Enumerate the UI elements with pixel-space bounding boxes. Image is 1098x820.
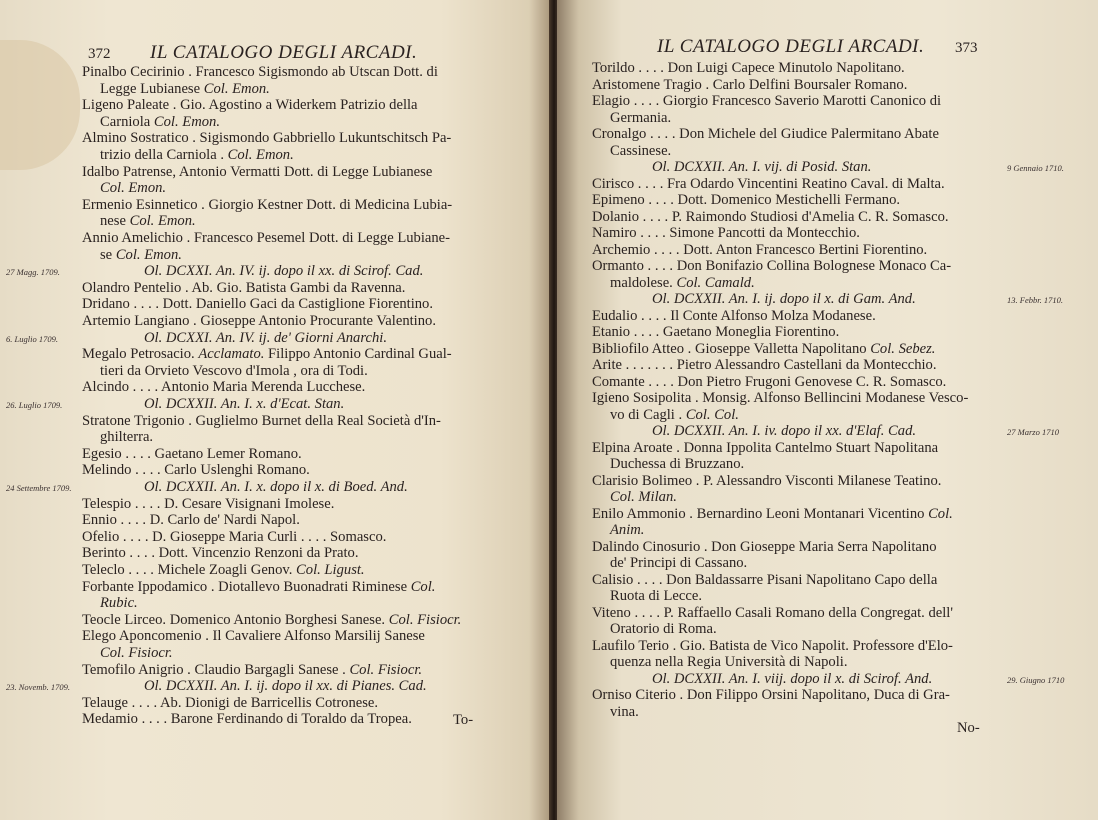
entry-line bbox=[82, 346, 452, 362]
entry-line bbox=[592, 93, 941, 109]
running-head: IL CATALOGO DEGLI ARCADI. bbox=[150, 42, 418, 63]
text-segment: Ol. DCXXI. An. IV. ij. de' Giorni Anarchi. bbox=[144, 329, 387, 346]
olympiad-heading bbox=[652, 671, 932, 687]
entry-line bbox=[592, 176, 945, 192]
text-segment: Ligeno Paleate . Gio. Agostino a Widerkem Patrizio della bbox=[82, 97, 418, 114]
text-segment: Oratorio di Roma. bbox=[610, 621, 717, 637]
entry-line bbox=[82, 64, 438, 80]
text-segment: Forbante Ippodamico . Diotallevo Buonadrati Riminese bbox=[82, 578, 411, 595]
text-segment: ghilterra. bbox=[100, 429, 154, 446]
text-segment: Igieno Sosipolita . Monsig. Alfonso Bellincini Modanese Vesco- bbox=[592, 390, 969, 406]
italic-segment: Col. Camald. bbox=[676, 274, 755, 291]
entry-line bbox=[592, 572, 937, 588]
entry-line bbox=[592, 687, 950, 703]
italic-segment: Col. Fisiocr. bbox=[349, 661, 423, 678]
entry-line bbox=[82, 512, 300, 528]
italic-segment: Col. bbox=[410, 578, 436, 595]
entry-line bbox=[592, 209, 949, 225]
italic-segment: Col. Emon. bbox=[115, 246, 182, 263]
italic-segment: Col. Emon. bbox=[203, 80, 270, 97]
entry-line bbox=[592, 192, 900, 208]
entry-line bbox=[82, 711, 412, 727]
text-segment: Stratone Trigonio . Guglielmo Burnet della Real Società d'In- bbox=[82, 412, 441, 429]
entry-line bbox=[82, 413, 441, 429]
text-segment: Teleclo . . . . Michele Zoagli Genov. bbox=[82, 562, 297, 578]
text-segment: Ruota di Lecce. bbox=[610, 588, 702, 604]
catchword: To- bbox=[453, 712, 474, 728]
entry-continuation bbox=[610, 522, 644, 538]
text-segment: Ol. DCXXII. An. I. viij. dopo il x. di Scirof. And. bbox=[652, 670, 933, 687]
text-segment: vina. bbox=[610, 703, 639, 720]
text-segment: Dolanio . . . . P. Raimondo Studiosi d'Amelia C. R. Somasco. bbox=[592, 208, 949, 225]
text-segment: Almino Sostratico . Sigismondo Gabbriello Lukuntschitsch Pa- bbox=[82, 130, 452, 147]
entry-line bbox=[592, 77, 907, 93]
entry-line bbox=[82, 296, 433, 312]
entry-line bbox=[82, 695, 378, 711]
entry-continuation bbox=[100, 147, 294, 163]
text-segment: Carniola bbox=[100, 113, 154, 130]
entry-continuation bbox=[100, 180, 166, 196]
text-segment: Ol. DCXXII. An. I. x. dopo il x. di Boed. And. bbox=[144, 479, 408, 495]
text-segment: Melindo . . . . Carlo Uslenghi Romano. bbox=[82, 462, 310, 479]
italic-segment: Col. Fisiocr. bbox=[100, 645, 173, 661]
italic-segment: Col. Col. bbox=[685, 406, 739, 423]
margin-date: 13. Febbr. 1710. bbox=[1007, 295, 1063, 305]
text-segment: Namiro . . . . Simone Pancotti da Montecchio. bbox=[592, 225, 860, 241]
entry-line bbox=[82, 545, 359, 561]
text-segment: Duchessa di Bruzzano. bbox=[610, 456, 745, 472]
entry-line bbox=[592, 324, 839, 340]
italic-segment: Col. Fisiocr. bbox=[388, 611, 462, 628]
entry-line bbox=[592, 126, 939, 142]
entry-continuation bbox=[100, 247, 182, 263]
text-segment: Ol. DCXXI. An. IV. ij. dopo il xx. di Scirof. Cad. bbox=[144, 263, 424, 280]
entry-continuation bbox=[610, 621, 717, 637]
italic-segment: Col. Emon. bbox=[129, 213, 196, 230]
text-segment: vo di Cagli . bbox=[610, 406, 686, 423]
text-segment: Artemio Langiano . Gioseppe Antonio Procurante Valentino. bbox=[82, 313, 436, 329]
text-segment: Comante . . . . Don Pietro Frugoni Genovese C. R. Somasco. bbox=[592, 373, 947, 390]
margin-date: 24 Settembre 1709. bbox=[6, 483, 72, 493]
entry-continuation bbox=[610, 489, 677, 505]
text-segment: Ol. DCXXII. An. I. vij. di Posid. Stan. bbox=[652, 159, 872, 175]
entry-line bbox=[592, 225, 860, 241]
entry-continuation bbox=[100, 645, 173, 661]
text-segment: Archemio . . . . Dott. Anton Francesco Bertini Fiorentino. bbox=[592, 241, 928, 258]
text-segment: Annio Amelichio . Francesco Pesemel Dott. di Legge Lubiane- bbox=[82, 230, 450, 246]
text-segment: Telespio . . . . D. Cesare Visignani Imolese. bbox=[82, 495, 335, 512]
margin-date: 27 Marzo 1710 bbox=[1007, 427, 1059, 437]
margin-date: 23. Novemb. 1709. bbox=[6, 682, 70, 693]
entry-line bbox=[592, 539, 937, 555]
text-segment: de' Principi di Cassano. bbox=[610, 555, 748, 571]
text-segment: Teocle Lirceo. Domenico Antonio Borghesi Sanese. bbox=[82, 611, 389, 628]
text-segment: Orniso Citerio . Don Filippo Orsini Napolitano, Duca di Gra- bbox=[592, 687, 950, 703]
text-segment: Temofilo Anigrio . Claudio Bargagli Sanese . bbox=[82, 661, 350, 678]
text-segment: Elagio . . . . Giorgio Francesco Saverio Marotti Canonico di bbox=[592, 93, 942, 109]
italic-segment: Rubic. bbox=[100, 595, 138, 612]
entry-line bbox=[592, 506, 953, 522]
text-segment: Ol. DCXXII. An. I. x. d'Ecat. Stan. bbox=[144, 396, 345, 412]
entry-line bbox=[82, 579, 435, 595]
text-segment: Cronalgo . . . . Don Michele del Giudice Palermitano Abate bbox=[592, 126, 939, 142]
italic-segment: Anim. bbox=[610, 522, 645, 538]
entry-continuation bbox=[610, 407, 739, 423]
italic-segment: Col. Emon. bbox=[153, 113, 220, 130]
entry-line bbox=[592, 440, 938, 456]
text-segment: Megalo Petrosacio. bbox=[82, 346, 199, 363]
page-number: 373 bbox=[955, 40, 978, 56]
text-segment: Calisio . . . . Don Baldassarre Pisani Napolitano Capo della bbox=[592, 571, 938, 588]
text-segment: Ol. DCXXII. An. I. iv. dopo il xx. d'Elaf. Cad. bbox=[652, 423, 917, 439]
text-segment: Egesio . . . . Gaetano Lemer Romano. bbox=[82, 445, 302, 462]
text-segment: Epimeno . . . . Dott. Domenico Mestichelli Fermano. bbox=[592, 192, 901, 208]
entry-line bbox=[82, 462, 310, 478]
text-segment: Elpina Aroate . Donna Ippolita Cantelmo Stuart Napolitana bbox=[592, 439, 939, 456]
entry-line bbox=[592, 605, 953, 621]
entry-continuation bbox=[100, 114, 220, 130]
entry-continuation bbox=[610, 654, 847, 670]
text-segment: Filippo Antonio Cardinal Gual- bbox=[264, 346, 452, 363]
text-segment: Elego Aponcomenio . Il Cavaliere Alfonso Marsilij Sanese bbox=[82, 628, 425, 645]
olympiad-heading bbox=[652, 291, 916, 307]
text-segment: Torildo . . . . Don Luigi Capece Minutolo Napolitano. bbox=[592, 60, 905, 76]
entry-continuation bbox=[610, 275, 755, 291]
entry-line bbox=[592, 357, 937, 373]
text-segment: Ol. DCXXII. An. I. ij. dopo il x. di Gam. And. bbox=[652, 291, 916, 307]
entry-line bbox=[82, 612, 461, 628]
text-segment: Medamio . . . . Barone Ferdinando di Toraldo da Tropea. bbox=[82, 711, 412, 728]
entry-line bbox=[82, 529, 386, 545]
text-segment: Ol. DCXXII. An. I. ij. dopo il xx. di Pianes. Cad. bbox=[144, 678, 427, 695]
italic-segment: Col. Milan. bbox=[610, 489, 677, 505]
entry-line bbox=[592, 258, 951, 274]
olympiad-heading bbox=[652, 423, 916, 439]
paper-stain bbox=[0, 40, 80, 170]
entry-line bbox=[592, 242, 927, 258]
italic-segment: Col. Ligust. bbox=[296, 562, 365, 578]
text-segment: tieri da Orvieto Vescovo d'Imola , ora di Todi. bbox=[100, 362, 368, 379]
italic-segment: Col. Emon. bbox=[100, 180, 167, 197]
text-segment: Dalindo Cinosurio . Don Gioseppe Maria Serra Napolitano bbox=[592, 538, 937, 555]
entry-continuation bbox=[100, 595, 138, 611]
text-segment: maldolese. bbox=[610, 274, 677, 291]
olympiad-heading bbox=[144, 330, 387, 346]
text-segment: Clarisio Bolimeo . P. Alessandro Visconti Milanese Teatino. bbox=[592, 472, 942, 489]
entry-line bbox=[82, 313, 436, 329]
text-segment: Germania. bbox=[610, 109, 672, 126]
entry-line bbox=[82, 496, 334, 512]
italic-segment: Acclamato. bbox=[198, 346, 265, 363]
entry-continuation bbox=[610, 143, 671, 159]
entry-line bbox=[82, 379, 365, 395]
olympiad-heading bbox=[144, 263, 423, 279]
entry-continuation bbox=[610, 456, 744, 472]
entry-line bbox=[82, 164, 432, 180]
olympiad-heading bbox=[144, 678, 427, 694]
text-segment: Viteno . . . . P. Raffaello Casali Romano della Congregat. dell' bbox=[592, 604, 953, 621]
entry-continuation bbox=[100, 213, 196, 229]
text-segment: se bbox=[100, 246, 116, 263]
margin-date: 27 Magg. 1709. bbox=[6, 267, 60, 278]
entry-line bbox=[82, 130, 451, 146]
text-segment: trizio della Carniola . bbox=[100, 147, 228, 163]
italic-segment: Col. Emon. bbox=[227, 147, 294, 163]
text-segment: Ormanto . . . . Don Bonifazio Collina Bolognese Monaco Ca- bbox=[592, 258, 952, 274]
text-segment: Bibliofilo Atteo . Gioseppe Valletta Napolitano bbox=[592, 340, 871, 357]
text-segment: Arite . . . . . . . Pietro Alessandro Castellani da Montecchio. bbox=[592, 357, 937, 373]
text-segment: Ermenio Esinnetico . Giorgio Kestner Dott. di Medicina Lubia- bbox=[82, 196, 453, 213]
italic-segment: Col. Sebez. bbox=[870, 340, 936, 357]
right-page bbox=[557, 0, 1098, 820]
entry-line bbox=[592, 308, 876, 324]
entry-line bbox=[82, 197, 452, 213]
text-segment: Cassinese. bbox=[610, 142, 672, 159]
text-segment: Ennio . . . . D. Carlo de' Nardi Napol. bbox=[82, 512, 300, 529]
olympiad-heading bbox=[144, 396, 344, 412]
entry-continuation bbox=[610, 588, 702, 604]
olympiad-heading bbox=[652, 159, 871, 175]
entry-continuation bbox=[610, 704, 639, 720]
text-segment: Aristomene Tragio . Carlo Delfini Boursaler Romano. bbox=[592, 76, 908, 93]
entry-line bbox=[82, 97, 418, 113]
text-segment: Alcindo . . . . Antonio Maria Merenda Lucchese. bbox=[82, 379, 366, 396]
entry-line bbox=[82, 628, 425, 644]
text-segment: Etanio . . . . Gaetano Moneglia Fiorentino. bbox=[592, 324, 840, 340]
page-number: 372 bbox=[88, 46, 111, 62]
text-segment: Cirisco . . . . Fra Odardo Vincentini Reatino Caval. di Malta. bbox=[592, 175, 945, 192]
text-segment: Telauge . . . . Ab. Dionigi de Barricellis Cotronese. bbox=[82, 694, 379, 711]
entry-line bbox=[592, 60, 905, 76]
margin-date: 29. Giugno 1710 bbox=[1007, 674, 1065, 685]
entry-line bbox=[592, 473, 941, 489]
text-segment: Idalbo Patrense, Antonio Vermatti Dott. di Legge Lubianese bbox=[82, 163, 433, 180]
entry-line bbox=[82, 446, 302, 462]
olympiad-heading bbox=[144, 479, 408, 495]
entry-continuation bbox=[610, 110, 671, 126]
entry-continuation bbox=[100, 363, 368, 379]
text-segment: Dridano . . . . Dott. Daniello Gaci da Castiglione Fiorentino. bbox=[82, 296, 433, 313]
italic-segment: Col. bbox=[928, 505, 953, 522]
entry-line bbox=[82, 662, 422, 678]
text-segment: Ofelio . . . . D. Gioseppe Maria Curli . . . . Somasco. bbox=[82, 528, 387, 545]
text-segment: quenza nella Regia Università di Napoli. bbox=[610, 654, 848, 670]
entry-line bbox=[82, 562, 365, 578]
text-segment: Laufilo Terio . Gio. Batista de Vico Napolit. Professore d'Elo- bbox=[592, 637, 953, 654]
entry-line bbox=[592, 390, 968, 406]
entry-continuation bbox=[610, 555, 747, 571]
text-segment: Enilo Ammonio . Bernardino Leoni Montanari Vicentino bbox=[592, 505, 929, 522]
text-segment: Legge Lubianese bbox=[100, 80, 204, 97]
running-head: IL CATALOGO DEGLI ARCADI. bbox=[657, 36, 925, 57]
entry-line bbox=[592, 341, 935, 357]
entry-continuation bbox=[100, 81, 270, 97]
entry-line bbox=[82, 280, 405, 296]
entry-line bbox=[82, 230, 450, 246]
text-segment: Berinto . . . . Dott. Vincenzio Renzoni da Prato. bbox=[82, 545, 359, 562]
entry-continuation bbox=[100, 429, 153, 445]
text-segment: Pinalbo Cecirinio . Francesco Sigismondo ab Utscan Dott. di bbox=[82, 64, 438, 80]
entry-line bbox=[592, 638, 953, 654]
entry-line bbox=[592, 374, 946, 390]
text-segment: nese bbox=[100, 213, 130, 230]
margin-date: 26. Luglio 1709. bbox=[6, 400, 63, 410]
catchword: No- bbox=[957, 720, 980, 736]
text-segment: Olandro Pentelio . Ab. Gio. Batista Gambi da Ravenna. bbox=[82, 279, 406, 296]
text-segment: Eudalio . . . . Il Conte Alfonso Molza Modanese. bbox=[592, 307, 876, 324]
margin-date: 9 Gennaio 1710. bbox=[1007, 163, 1064, 173]
margin-date: 6. Luglio 1709. bbox=[6, 333, 58, 344]
